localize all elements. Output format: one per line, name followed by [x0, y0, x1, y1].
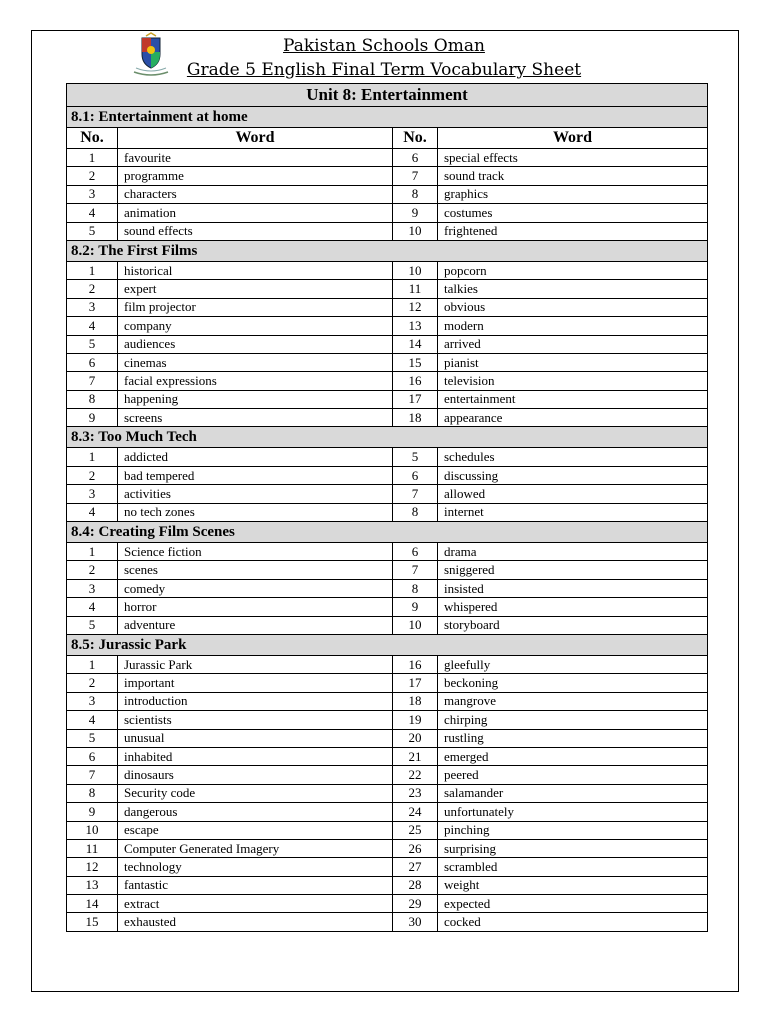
vocab-word: bad tempered [118, 466, 393, 484]
row-number: 1 [67, 149, 118, 167]
row-number: 1 [67, 448, 118, 466]
table-row [67, 448, 708, 466]
table-row [67, 561, 708, 579]
vocab-word: Jurassic Park [118, 655, 393, 673]
vocab-word: scenes [118, 561, 393, 579]
row-number: 11 [67, 839, 118, 857]
vocab-word: costumes [438, 204, 708, 222]
table-row [67, 729, 708, 747]
vocab-word: addicted [118, 448, 393, 466]
vocab-word: programme [118, 167, 393, 185]
vocab-word: escape [118, 821, 393, 839]
row-number: 5 [393, 448, 438, 466]
vocab-word: cinemas [118, 353, 393, 371]
vocab-word: horror [118, 598, 393, 616]
row-number: 4 [67, 598, 118, 616]
vocab-word: surprising [438, 839, 708, 857]
table-row [67, 204, 708, 222]
table-row [67, 280, 708, 298]
row-number: 14 [67, 895, 118, 913]
row-number: 10 [393, 222, 438, 240]
vocab-word: dinosaurs [118, 766, 393, 784]
row-number: 18 [393, 692, 438, 710]
row-number: 8 [393, 185, 438, 203]
section-header-row [67, 522, 708, 543]
table-row [67, 335, 708, 353]
row-number: 23 [393, 784, 438, 802]
vocab-word: storyboard [438, 616, 708, 634]
row-number: 1 [67, 261, 118, 279]
vocab-word: gleefully [438, 655, 708, 673]
row-number: 29 [393, 895, 438, 913]
vocab-word: facial expressions [118, 372, 393, 390]
row-number: 6 [393, 466, 438, 484]
row-number: 20 [393, 729, 438, 747]
row-number: 8 [393, 503, 438, 521]
vocab-word: favourite [118, 149, 393, 167]
vocab-word: allowed [438, 485, 708, 503]
vocab-word: fantastic [118, 876, 393, 894]
row-number: 25 [393, 821, 438, 839]
vocab-word: animation [118, 204, 393, 222]
table-row [67, 149, 708, 167]
table-row [67, 674, 708, 692]
vocab-word: entertainment [438, 390, 708, 408]
row-number: 1 [67, 543, 118, 561]
vocab-word: insisted [438, 579, 708, 597]
row-number: 30 [393, 913, 438, 931]
row-number: 8 [67, 784, 118, 802]
vocab-word: historical [118, 261, 393, 279]
school-name: Pakistan Schools Oman [283, 36, 485, 56]
vocab-word: talkies [438, 280, 708, 298]
vocab-word: expert [118, 280, 393, 298]
table-row [67, 895, 708, 913]
row-number: 2 [67, 280, 118, 298]
table-row [67, 876, 708, 894]
section-header-row [67, 240, 708, 261]
table-row [67, 409, 708, 427]
row-number: 14 [393, 335, 438, 353]
column-header-no: No. [67, 128, 118, 149]
vocab-word: important [118, 674, 393, 692]
vocab-word: salamander [438, 784, 708, 802]
vocab-word: exhausted [118, 913, 393, 931]
table-row [67, 913, 708, 931]
vocab-word: Security code [118, 784, 393, 802]
table-row [67, 485, 708, 503]
section-header-row [67, 634, 708, 655]
section-header-row [67, 427, 708, 448]
row-number: 10 [393, 616, 438, 634]
vocab-word: inhabited [118, 747, 393, 765]
section-title: 8.2: The First Films [67, 240, 708, 261]
vocab-word: peered [438, 766, 708, 784]
table-row [67, 747, 708, 765]
row-number: 3 [67, 185, 118, 203]
table-row [67, 711, 708, 729]
row-number: 24 [393, 803, 438, 821]
vocab-word: modern [438, 317, 708, 335]
vocab-word: beckoning [438, 674, 708, 692]
row-number: 16 [393, 372, 438, 390]
row-number: 12 [393, 298, 438, 316]
column-header-no: No. [393, 128, 438, 149]
row-number: 7 [67, 766, 118, 784]
row-number: 13 [67, 876, 118, 894]
table-row [67, 692, 708, 710]
vocab-word: activities [118, 485, 393, 503]
table-row [67, 598, 708, 616]
table-row [67, 616, 708, 634]
vocab-word: appearance [438, 409, 708, 427]
row-number: 2 [67, 466, 118, 484]
table-row [67, 821, 708, 839]
row-number: 6 [67, 353, 118, 371]
vocab-word: dangerous [118, 803, 393, 821]
vocab-word: expected [438, 895, 708, 913]
vocab-word: Science fiction [118, 543, 393, 561]
row-number: 2 [67, 167, 118, 185]
row-number: 11 [393, 280, 438, 298]
row-number: 12 [67, 858, 118, 876]
section-header-row [67, 107, 708, 128]
vocab-word: Computer Generated Imagery [118, 839, 393, 857]
vocabulary-table [66, 83, 708, 932]
vocab-word: unusual [118, 729, 393, 747]
table-row [67, 390, 708, 408]
row-number: 6 [393, 543, 438, 561]
table-row [67, 298, 708, 316]
vocab-word: audiences [118, 335, 393, 353]
vocab-word: characters [118, 185, 393, 203]
table-row [67, 839, 708, 857]
vocab-word: obvious [438, 298, 708, 316]
table-row [67, 222, 708, 240]
vocab-word: drama [438, 543, 708, 561]
row-number: 19 [393, 711, 438, 729]
row-number: 17 [393, 390, 438, 408]
row-number: 9 [393, 204, 438, 222]
vocab-word: graphics [438, 185, 708, 203]
vocab-word: adventure [118, 616, 393, 634]
table-row [67, 317, 708, 335]
table-row [67, 167, 708, 185]
row-number: 9 [67, 803, 118, 821]
row-number: 4 [67, 711, 118, 729]
vocab-word: popcorn [438, 261, 708, 279]
row-number: 16 [393, 655, 438, 673]
row-number: 5 [67, 222, 118, 240]
row-number: 2 [67, 561, 118, 579]
table-row [67, 372, 708, 390]
vocab-word: sniggered [438, 561, 708, 579]
row-number: 8 [67, 390, 118, 408]
section-title: 8.5: Jurassic Park [67, 634, 708, 655]
vocab-word: whispered [438, 598, 708, 616]
vocab-word: company [118, 317, 393, 335]
row-number: 27 [393, 858, 438, 876]
row-number: 15 [393, 353, 438, 371]
vocab-word: sound effects [118, 222, 393, 240]
vocab-word: introduction [118, 692, 393, 710]
unit-title-row [67, 84, 708, 107]
table-row [67, 579, 708, 597]
vocab-word: scientists [118, 711, 393, 729]
vocab-word: comedy [118, 579, 393, 597]
row-number: 4 [67, 204, 118, 222]
row-number: 18 [393, 409, 438, 427]
vocab-word: chirping [438, 711, 708, 729]
column-header-word: Word [438, 128, 708, 149]
table-row [67, 766, 708, 784]
vocab-word: mangrove [438, 692, 708, 710]
row-number: 28 [393, 876, 438, 894]
vocab-word: happening [118, 390, 393, 408]
table-row [67, 261, 708, 279]
row-number: 8 [393, 579, 438, 597]
table-row [67, 543, 708, 561]
vocab-word: internet [438, 503, 708, 521]
table-row [67, 858, 708, 876]
row-number: 22 [393, 766, 438, 784]
row-number: 9 [393, 598, 438, 616]
column-header-word: Word [118, 128, 393, 149]
row-number: 15 [67, 913, 118, 931]
row-number: 3 [67, 692, 118, 710]
row-number: 3 [67, 579, 118, 597]
row-number: 5 [67, 729, 118, 747]
vocab-word: technology [118, 858, 393, 876]
sheet-title: Grade 5 English Final Term Vocabulary Sheet [186, 60, 582, 80]
table-row [67, 784, 708, 802]
vocab-word: no tech zones [118, 503, 393, 521]
vocab-word: emerged [438, 747, 708, 765]
vocab-word: television [438, 372, 708, 390]
row-number: 3 [67, 485, 118, 503]
row-number: 4 [67, 317, 118, 335]
vocab-word: weight [438, 876, 708, 894]
table-row [67, 185, 708, 203]
row-number: 7 [67, 372, 118, 390]
column-header-row [67, 128, 708, 149]
table-row [67, 353, 708, 371]
vocab-word: rustling [438, 729, 708, 747]
table-row [67, 503, 708, 521]
row-number: 7 [393, 561, 438, 579]
vocab-word: cocked [438, 913, 708, 931]
row-number: 6 [67, 747, 118, 765]
row-number: 10 [393, 261, 438, 279]
vocab-word: screens [118, 409, 393, 427]
row-number: 7 [393, 485, 438, 503]
row-number: 9 [67, 409, 118, 427]
table-row [67, 466, 708, 484]
row-number: 13 [393, 317, 438, 335]
vocab-word: pianist [438, 353, 708, 371]
vocab-word: arrived [438, 335, 708, 353]
vocab-word: unfortunately [438, 803, 708, 821]
vocab-word: discussing [438, 466, 708, 484]
row-number: 26 [393, 839, 438, 857]
table-row [67, 803, 708, 821]
vocab-word: pinching [438, 821, 708, 839]
section-title: 8.4: Creating Film Scenes [67, 522, 708, 543]
row-number: 3 [67, 298, 118, 316]
vocab-word: film projector [118, 298, 393, 316]
vocab-word: frightened [438, 222, 708, 240]
row-number: 10 [67, 821, 118, 839]
vocab-word: sound track [438, 167, 708, 185]
section-title: 8.3: Too Much Tech [67, 427, 708, 448]
row-number: 21 [393, 747, 438, 765]
vocab-word: schedules [438, 448, 708, 466]
vocab-word: special effects [438, 149, 708, 167]
row-number: 17 [393, 674, 438, 692]
section-title: 8.1: Entertainment at home [67, 107, 708, 128]
row-number: 4 [67, 503, 118, 521]
row-number: 5 [67, 616, 118, 634]
row-number: 7 [393, 167, 438, 185]
row-number: 5 [67, 335, 118, 353]
row-number: 6 [393, 149, 438, 167]
table-row [67, 655, 708, 673]
vocab-word: scrambled [438, 858, 708, 876]
row-number: 2 [67, 674, 118, 692]
vocab-word: extract [118, 895, 393, 913]
unit-title: Unit 8: Entertainment [67, 84, 708, 107]
row-number: 1 [67, 655, 118, 673]
